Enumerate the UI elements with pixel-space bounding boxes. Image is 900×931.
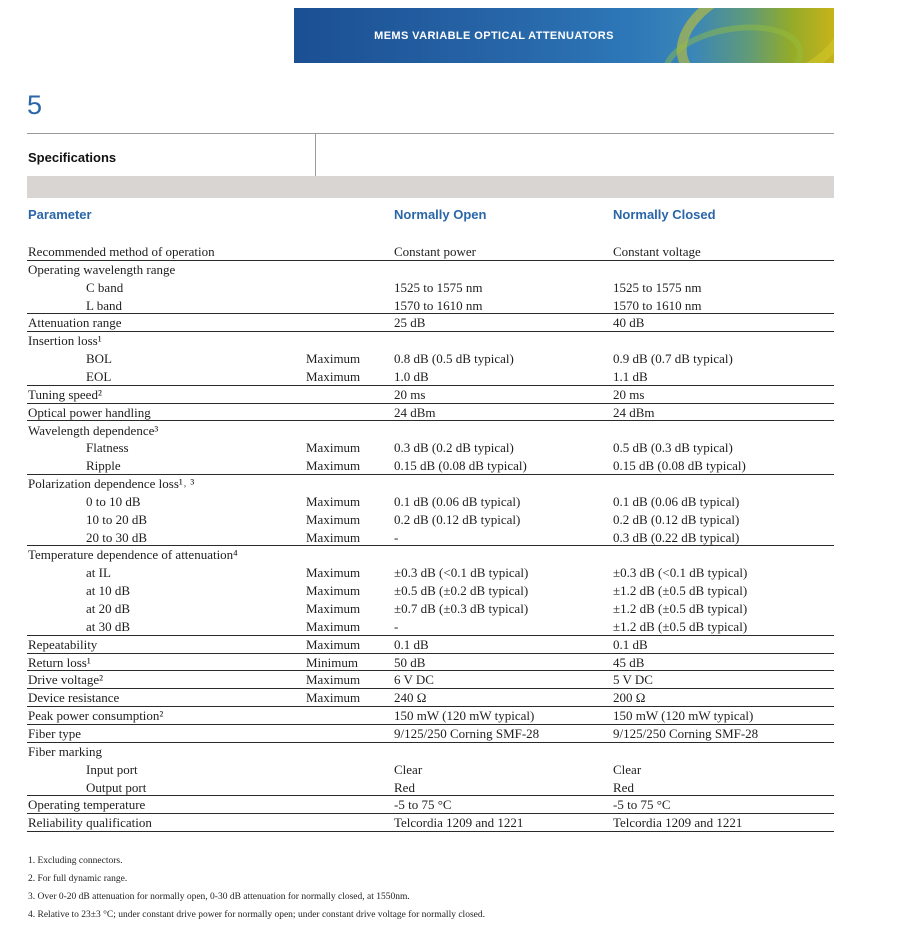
normally-open-cell: 1.0 dB bbox=[394, 368, 429, 384]
table-row bbox=[27, 422, 834, 440]
normally-closed-cell: 0.5 dB (0.3 dB typical) bbox=[613, 440, 733, 456]
column-header-normally-open: Normally Open bbox=[394, 207, 487, 222]
normally-closed-cell: 9/125/250 Corning SMF-28 bbox=[613, 725, 759, 741]
parameter-cell: Operating wavelength range bbox=[28, 261, 176, 277]
table-row bbox=[27, 493, 834, 511]
normally-closed-cell: 0.1 dB (0.06 dB typical) bbox=[613, 493, 740, 509]
parameter-cell: Recommended method of operation bbox=[28, 244, 215, 259]
footnote: 4. Relative to 23±3 °C; under constant drive power for normally open; under constant drive voltage for normally closed. bbox=[28, 910, 485, 920]
parameter-cell: at IL bbox=[86, 565, 111, 581]
table-row bbox=[27, 743, 834, 761]
table-row bbox=[27, 368, 834, 386]
normally-open-cell: 1570 to 1610 nm bbox=[394, 297, 483, 313]
parameter-cell: Temperature dependence of attenuation⁴ bbox=[28, 547, 238, 563]
normally-open-cell: Red bbox=[394, 779, 415, 795]
normally-open-cell: 150 mW (120 mW typical) bbox=[394, 708, 535, 724]
parameter-cell: C band bbox=[86, 279, 124, 295]
qualifier-cell: Maximum bbox=[306, 565, 361, 581]
normally-closed-cell: ±1.2 dB (±0.5 dB typical) bbox=[613, 601, 748, 616]
normally-open-cell: ±0.7 dB (±0.3 dB typical) bbox=[394, 601, 529, 616]
normally-closed-cell: 200 Ω bbox=[613, 690, 646, 706]
table-row bbox=[27, 618, 834, 636]
qualifier-cell: Maximum bbox=[306, 583, 361, 599]
table-row bbox=[27, 261, 834, 279]
normally-closed-cell: 0.15 dB (0.08 dB typical) bbox=[613, 458, 746, 474]
normally-open-cell: 0.1 dB bbox=[394, 636, 429, 652]
table-row bbox=[27, 439, 834, 457]
table-row bbox=[27, 671, 834, 689]
table-row bbox=[27, 546, 834, 564]
normally-closed-cell: 0.1 dB bbox=[613, 636, 648, 652]
table-row bbox=[27, 582, 834, 600]
table-row bbox=[27, 636, 834, 654]
parameter-cell: EOL bbox=[86, 368, 112, 384]
normally-open-cell: 50 dB bbox=[394, 654, 426, 670]
normally-closed-cell: Constant voltage bbox=[613, 244, 701, 259]
qualifier-cell: Maximum bbox=[306, 493, 361, 509]
table-row bbox=[27, 404, 834, 422]
normally-closed-cell: 0.9 dB (0.7 dB typical) bbox=[613, 351, 733, 367]
normally-open-cell: 0.15 dB (0.08 dB typical) bbox=[394, 458, 527, 474]
page-number: 5 bbox=[27, 90, 43, 120]
qualifier-cell: Maximum bbox=[306, 601, 361, 616]
parameter-cell: 0 to 10 dB bbox=[86, 493, 141, 509]
parameter-cell: Attenuation range bbox=[28, 315, 122, 331]
normally-open-cell: 6 V DC bbox=[394, 672, 434, 688]
table-row bbox=[27, 332, 834, 350]
parameter-cell: Ripple bbox=[86, 458, 121, 474]
table-row bbox=[27, 725, 834, 743]
parameter-cell: 10 to 20 dB bbox=[86, 511, 148, 527]
normally-closed-cell: 24 dBm bbox=[613, 404, 655, 420]
table-row bbox=[27, 564, 834, 582]
table-row bbox=[27, 529, 834, 547]
parameter-cell: Flatness bbox=[86, 440, 129, 456]
table-row bbox=[27, 707, 834, 725]
parameter-cell: Polarization dependence loss¹˒ ³ bbox=[28, 476, 195, 492]
normally-open-cell: 0.8 dB (0.5 dB typical) bbox=[394, 351, 514, 367]
table-row bbox=[27, 350, 834, 368]
table-row bbox=[27, 297, 834, 315]
qualifier-cell: Maximum bbox=[306, 636, 361, 652]
normally-open-cell: Clear bbox=[394, 761, 423, 777]
footnote: 2. For full dynamic range. bbox=[28, 874, 128, 884]
column-header-normally-closed: Normally Closed bbox=[613, 207, 716, 222]
table-row bbox=[27, 761, 834, 779]
normally-open-cell: - bbox=[394, 529, 399, 545]
normally-closed-cell: Red bbox=[613, 779, 634, 795]
parameter-cell: Input port bbox=[86, 761, 138, 777]
normally-closed-cell: Clear bbox=[613, 761, 642, 777]
divider bbox=[27, 133, 834, 134]
qualifier-cell: Maximum bbox=[306, 672, 361, 688]
normally-open-cell: 0.2 dB (0.12 dB typical) bbox=[394, 511, 521, 527]
table-row bbox=[27, 475, 834, 493]
parameter-cell: BOL bbox=[86, 351, 112, 367]
table-row bbox=[27, 779, 834, 797]
qualifier-cell: Maximum bbox=[306, 368, 361, 384]
normally-closed-cell: 1570 to 1610 nm bbox=[613, 297, 702, 313]
parameter-cell: 20 to 30 dB bbox=[86, 529, 148, 545]
parameter-cell: Return loss¹ bbox=[28, 654, 91, 670]
table-row bbox=[27, 386, 834, 404]
normally-open-cell: - bbox=[394, 618, 399, 634]
footnote: 1. Excluding connectors. bbox=[28, 856, 123, 866]
qualifier-cell: Maximum bbox=[306, 511, 361, 527]
table-row bbox=[27, 279, 834, 297]
parameter-cell: Wavelength dependence³ bbox=[28, 422, 159, 438]
table-row bbox=[27, 314, 834, 332]
normally-open-cell: -5 to 75 °C bbox=[394, 797, 452, 813]
normally-closed-cell: 1525 to 1575 nm bbox=[613, 279, 702, 295]
normally-open-cell: 0.3 dB (0.2 dB typical) bbox=[394, 440, 514, 456]
header-banner bbox=[294, 8, 834, 63]
qualifier-cell: Minimum bbox=[306, 654, 359, 670]
qualifier-cell: Maximum bbox=[306, 618, 361, 634]
normally-closed-cell: 20 ms bbox=[613, 386, 645, 402]
table-row bbox=[27, 600, 834, 618]
parameter-cell: Fiber marking bbox=[28, 743, 103, 759]
normally-closed-cell: 0.3 dB (0.22 dB typical) bbox=[613, 529, 740, 545]
parameter-cell: Drive voltage² bbox=[28, 672, 104, 688]
normally-closed-cell: 40 dB bbox=[613, 315, 645, 331]
parameter-cell: Tuning speed² bbox=[28, 386, 102, 402]
parameter-cell: Repeatability bbox=[28, 636, 98, 652]
parameter-cell: Reliability qualification bbox=[28, 815, 152, 831]
footnote: 3. Over 0-20 dB attenuation for normally open, 0-30 dB attenuation for normally closed, at 1550nm. bbox=[28, 892, 410, 902]
normally-open-cell: 25 dB bbox=[394, 315, 426, 331]
normally-open-cell: ±0.5 dB (±0.2 dB typical) bbox=[394, 583, 529, 599]
section-title: Specifications bbox=[28, 150, 117, 165]
normally-open-cell: Constant power bbox=[394, 244, 476, 259]
parameter-cell: L band bbox=[86, 297, 122, 313]
normally-open-cell: 0.1 dB (0.06 dB typical) bbox=[394, 493, 521, 509]
normally-open-cell: Telcordia 1209 and 1221 bbox=[394, 815, 524, 831]
normally-closed-cell: 1.1 dB bbox=[613, 368, 648, 384]
normally-closed-cell: ±0.3 dB (<0.1 dB typical) bbox=[613, 565, 748, 581]
parameter-cell: at 10 dB bbox=[86, 583, 131, 599]
normally-closed-cell: ±1.2 dB (±0.5 dB typical) bbox=[613, 583, 748, 599]
parameter-cell: Insertion loss¹ bbox=[28, 333, 102, 349]
parameter-cell: Fiber type bbox=[28, 725, 82, 741]
parameter-cell: at 20 dB bbox=[86, 601, 131, 616]
table-row bbox=[27, 457, 834, 475]
normally-open-cell: 1525 to 1575 nm bbox=[394, 279, 483, 295]
table-row bbox=[27, 511, 834, 529]
parameter-cell: Operating temperature bbox=[28, 797, 146, 813]
section-band bbox=[27, 176, 834, 198]
normally-closed-cell: ±1.2 dB (±0.5 dB typical) bbox=[613, 618, 748, 634]
table-row bbox=[27, 654, 834, 672]
parameter-cell: at 30 dB bbox=[86, 618, 131, 634]
column-header-parameter: Parameter bbox=[28, 207, 92, 222]
parameter-cell: Optical power handling bbox=[28, 404, 151, 420]
normally-closed-cell: 45 dB bbox=[613, 654, 645, 670]
qualifier-cell: Maximum bbox=[306, 458, 361, 474]
parameter-cell: Output port bbox=[86, 779, 147, 795]
normally-closed-cell: -5 to 75 °C bbox=[613, 797, 671, 813]
normally-open-cell: 240 Ω bbox=[394, 690, 427, 706]
normally-open-cell: 9/125/250 Corning SMF-28 bbox=[394, 725, 540, 741]
table-row bbox=[27, 814, 834, 832]
table-row bbox=[27, 796, 834, 814]
normally-open-cell: ±0.3 dB (<0.1 dB typical) bbox=[394, 565, 529, 581]
qualifier-cell: Maximum bbox=[306, 529, 361, 545]
normally-closed-cell: 150 mW (120 mW typical) bbox=[613, 708, 754, 724]
normally-closed-cell: 0.2 dB (0.12 dB typical) bbox=[613, 511, 740, 527]
normally-closed-cell: 5 V DC bbox=[613, 672, 653, 688]
qualifier-cell: Maximum bbox=[306, 351, 361, 367]
table-row bbox=[27, 689, 834, 707]
qualifier-cell: Maximum bbox=[306, 440, 361, 456]
banner-title: MEMS VARIABLE OPTICAL ATTENUATORS bbox=[374, 30, 614, 42]
table-row bbox=[27, 243, 834, 261]
normally-open-cell: 20 ms bbox=[394, 386, 426, 402]
qualifier-cell: Maximum bbox=[306, 690, 361, 706]
parameter-cell: Device resistance bbox=[28, 690, 120, 706]
parameter-cell: Peak power consumption² bbox=[28, 708, 164, 724]
normally-open-cell: 24 dBm bbox=[394, 404, 436, 420]
normally-closed-cell: Telcordia 1209 and 1221 bbox=[613, 815, 743, 831]
